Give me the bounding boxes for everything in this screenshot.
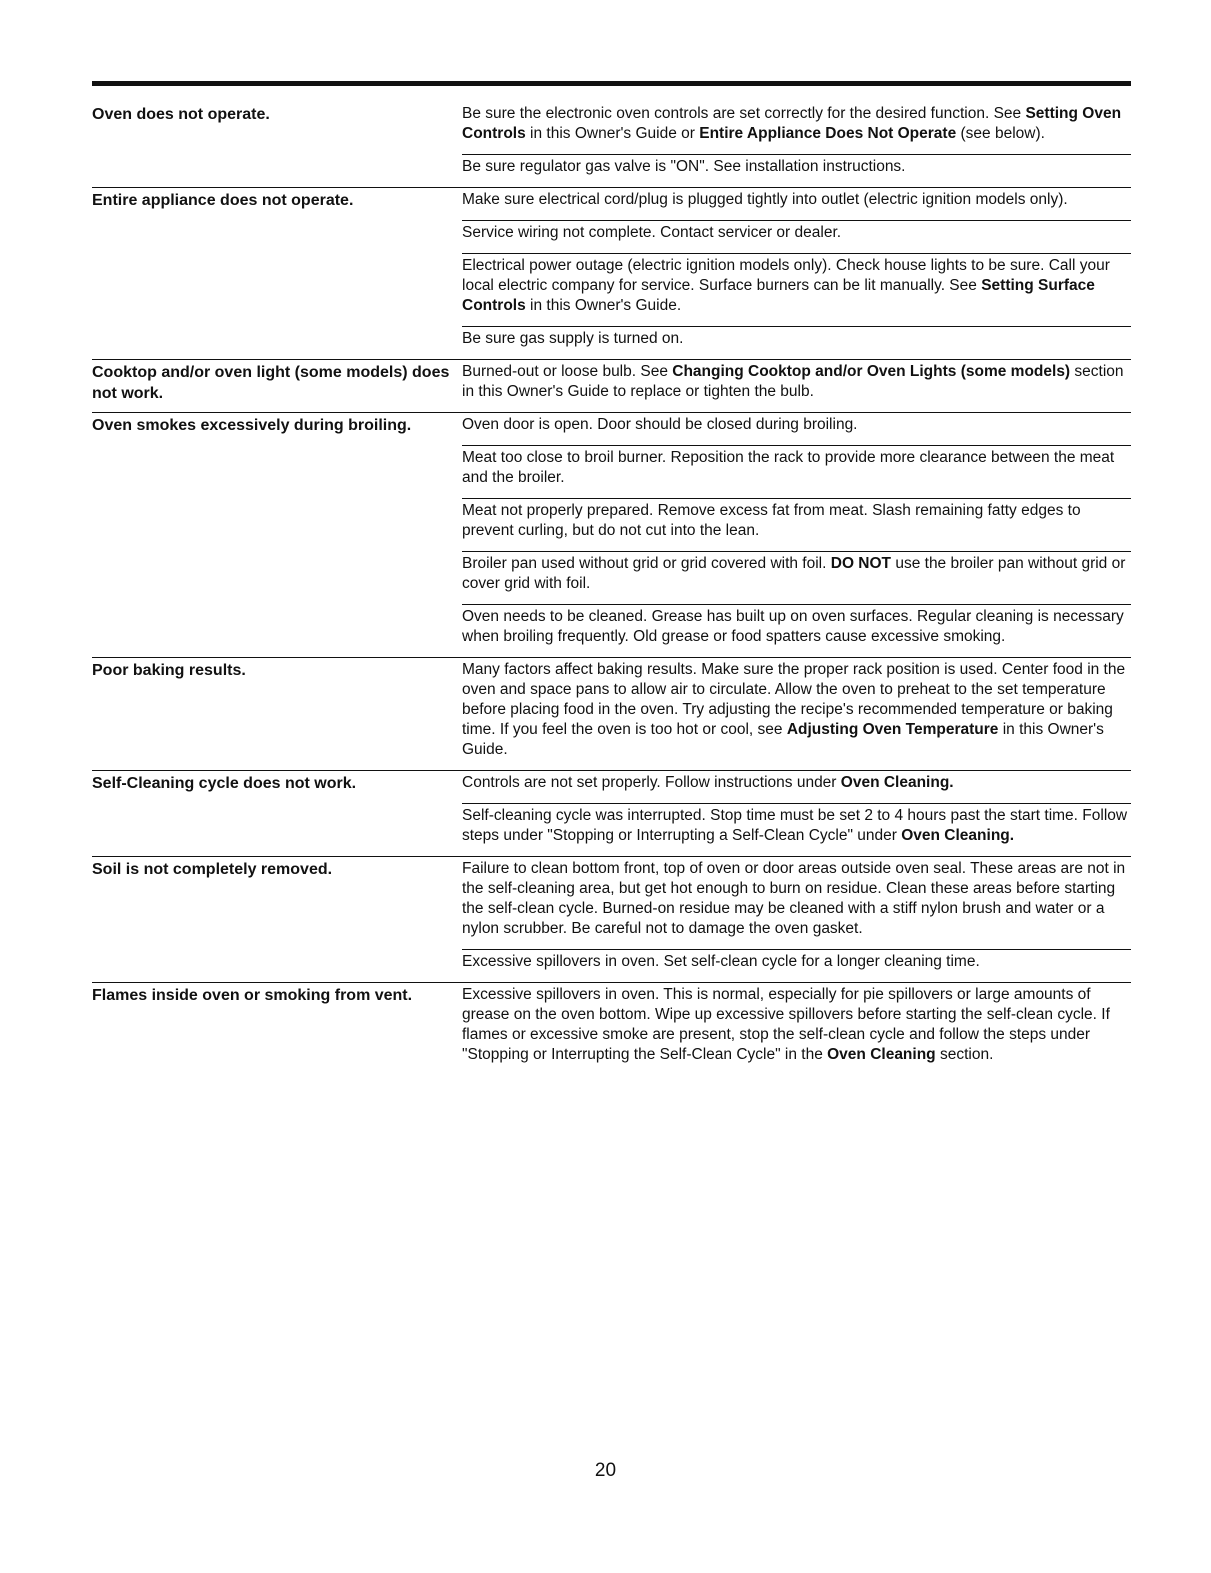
solution-text <box>462 950 1131 982</box>
problem-text: Oven does not operate. <box>92 106 270 123</box>
text-run: Make sure electrical cord/plug is plugged tightly into outlet (electric ignition models only). <box>462 191 1068 208</box>
troubleshooting-row <box>92 771 1131 857</box>
troubleshooting-row <box>92 857 1131 983</box>
troubleshooting-table <box>92 102 1131 1075</box>
solution-text <box>462 552 1131 605</box>
solution-text <box>462 804 1131 856</box>
text-run: Controls are not set properly. Follow instructions under <box>462 774 841 791</box>
solution-text <box>462 254 1131 327</box>
solution-text <box>462 658 1131 770</box>
bold-reference: Oven Cleaning. <box>840 774 954 791</box>
solutions-list <box>462 771 1131 856</box>
text-run: Many factors affect baking results. Make sure the proper rack position is used. Center food in the oven and space pans to allow air to circulate. Allow the oven to preheat to the set temperature before placing food in the oven. Try adjusting the recipe's recommended temperature or baking time. If you feel the oven is too hot or cool, see <box>462 661 1126 738</box>
text-run: Excessive spillovers in oven. This is normal, especially for pie spillovers or large amounts of grease on the oven bottom. Wipe up excessive spillovers before starting the self-clean cycle. If flames or excessive smoke are present, stop the self-clean cycle and follow the steps under "Stopping or Interrupting the Self-Clean Cycle" in the <box>462 986 1110 1063</box>
problem-text: Poor baking results. <box>92 662 246 679</box>
bold-reference: Setting Surface Controls <box>462 277 1095 314</box>
problem-text: Oven smokes excessively during broiling. <box>92 417 412 434</box>
solutions-list <box>462 658 1131 770</box>
troubleshooting-row <box>92 983 1131 1075</box>
text-run: Be sure regulator gas valve is "ON". See installation instructions. <box>462 158 906 175</box>
text-run: Broiler pan used without grid or grid covered with foil. <box>462 555 831 572</box>
solution-text <box>462 221 1131 254</box>
solutions-list <box>462 102 1131 187</box>
solution-text <box>462 857 1131 950</box>
text-run: use the broiler pan without grid or cover grid with foil. <box>462 555 1126 592</box>
text-run: Meat not properly prepared. Remove excess fat from meat. Slash remaining fatty edges to prevent curling, but do not cut into the lean. <box>462 502 1081 539</box>
solution-text <box>462 327 1131 359</box>
text-run: Oven door is open. Door should be closed during broiling. <box>462 416 858 433</box>
problem-text: Flames inside oven or smoking from vent. <box>92 987 413 1004</box>
solution-text <box>462 446 1131 499</box>
solutions-list <box>462 188 1131 359</box>
solution-text <box>462 102 1131 155</box>
solution-text <box>462 360 1131 412</box>
problem-text: Entire appliance does not operate. <box>92 192 354 209</box>
bold-reference: Oven Cleaning. <box>901 827 1015 844</box>
text-run: Failure to clean bottom front, top of oven or door areas outside oven seal. These areas are not in the self-cleaning area, but get hot enough to burn on residue. Clean these areas before starting the self-clean cycle. Burned-on residue may be cleaned with a stiff nylon brush and water or a nylon scrubber. Be careful not to damage the oven gasket. <box>462 860 1126 937</box>
text-run: Electrical power outage (electric ignition models only). Check house lights to be sure. Call your local electric company for service. Surface burners can be lit manually. See <box>462 257 1110 294</box>
bold-reference: Adjusting Oven Temperature <box>786 721 999 738</box>
solution-text <box>462 413 1131 446</box>
problem-text: Self-Cleaning cycle does not work. <box>92 775 357 792</box>
solution-text <box>462 499 1131 552</box>
solutions-list <box>462 413 1131 657</box>
top-rule <box>92 81 1131 86</box>
text-run: Oven needs to be cleaned. Grease has built up on oven surfaces. Regular cleaning is necessary when broiling frequently. Old grease or food spatters cause excessive smoking. <box>462 608 1124 645</box>
text-run: section in this Owner's Guide to replace or tighten the bulb. <box>462 363 1124 400</box>
solutions-list <box>462 857 1131 982</box>
text-run: section. <box>935 1046 994 1063</box>
text-run: in this Owner's Guide. <box>462 721 1104 758</box>
bold-reference: Entire Appliance Does Not Operate <box>699 125 957 142</box>
text-run: Burned-out or loose bulb. See <box>462 363 673 380</box>
solution-text <box>462 188 1131 221</box>
solution-text <box>462 983 1131 1075</box>
text-run: Be sure the electronic oven controls are set correctly for the desired function. See <box>462 105 1026 122</box>
problem-text: Cooktop and/or oven light (some models) does not work. <box>92 364 450 402</box>
text-run: (see below). <box>956 125 1045 142</box>
troubleshooting-row <box>92 360 1131 413</box>
bold-reference: Setting Oven Controls <box>462 105 1122 142</box>
bold-reference: DO NOT <box>830 555 892 572</box>
troubleshooting-row <box>92 413 1131 658</box>
text-run: Self-cleaning cycle was interrupted. Stop time must be set 2 to 4 hours past the start time. Follow steps under "Stopping or Interrupting a Self-Clean Cycle" under <box>462 807 1128 844</box>
bold-reference: Oven Cleaning <box>827 1046 936 1063</box>
solutions-list <box>462 983 1131 1075</box>
troubleshooting-row <box>92 188 1131 360</box>
troubleshooting-row <box>92 102 1131 188</box>
solution-text <box>462 771 1131 804</box>
page-number: 20 <box>594 1460 617 1481</box>
solution-text <box>462 155 1131 187</box>
text-run: Excessive spillovers in oven. Set self-clean cycle for a longer cleaning time. <box>462 953 980 970</box>
solution-text <box>462 605 1131 657</box>
text-run: in this Owner's Guide. <box>525 297 682 314</box>
troubleshooting-row <box>92 658 1131 771</box>
problem-text: Soil is not completely removed. <box>92 861 333 878</box>
text-run: Meat too close to broil burner. Reposition the rack to provide more clearance between the meat and the broiler. <box>462 449 1115 486</box>
text-run: Service wiring not complete. Contact servicer or dealer. <box>462 224 842 241</box>
bold-reference: Changing Cooktop and/or Oven Lights (some models) <box>672 363 1071 380</box>
text-run: in this Owner's Guide or <box>525 125 700 142</box>
text-run: Be sure gas supply is turned on. <box>462 330 684 347</box>
solutions-list <box>462 360 1131 412</box>
